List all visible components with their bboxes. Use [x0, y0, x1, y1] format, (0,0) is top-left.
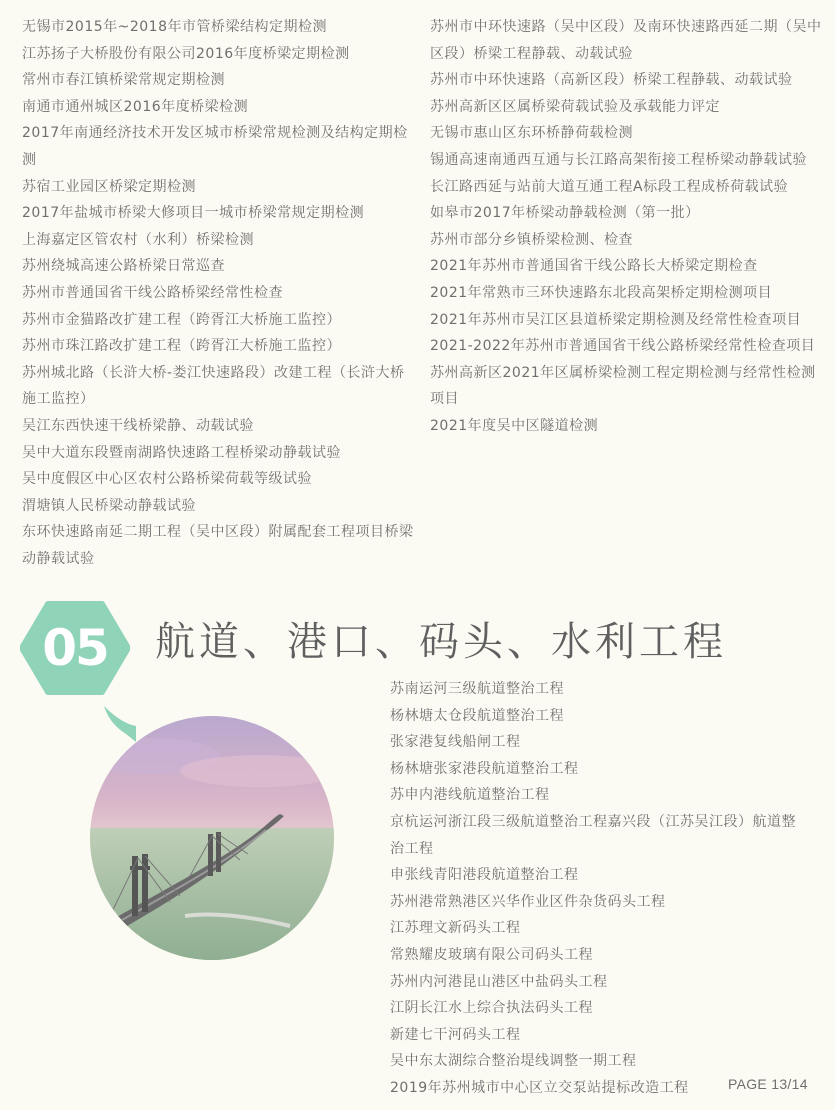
list-item: 2021年苏州市普通国省干线公路长大桥梁定期检查 [430, 258, 758, 275]
list-item: 渭塘镇人民桥梁动静载试验 [22, 497, 196, 514]
list-item: 苏州高新区区属桥梁荷载试验及承载能力评定 [430, 98, 720, 115]
list-item: 2021年度吴中区隧道检测 [430, 417, 599, 434]
list-item: 2021-2022年苏州市普通国省干线公路桥梁经常性检查项目 [430, 338, 816, 355]
list-item: 吴中东太湖综合整治堤线调整一期工程 [390, 1053, 637, 1070]
list-item: 无锡市2015年~2018年市管桥梁结构定期检测 [22, 19, 327, 35]
list-item: 苏申内港线航道整治工程 [390, 787, 550, 804]
list-item: 苏州市珠江路改扩建工程（跨胥江大桥施工监控） [22, 338, 341, 355]
list-item: 苏州市部分乡镇桥梁检测、检查 [430, 231, 633, 248]
left-project-list [22, 14, 414, 572]
list-item: 苏州市普通国省干线公路桥梁经常性检查 [22, 284, 283, 301]
list-item: 新建七干河码头工程 [390, 1026, 521, 1043]
list-item: 无锡市惠山区东环桥静荷载检测 [430, 125, 633, 142]
list-item: 2021年常熟市三环快速路东北段高架桥定期检测项目 [430, 284, 773, 301]
list-item: 江苏理文新码头工程 [390, 920, 521, 937]
list-item: 苏州市中环快速路（高新区段）桥梁工程静载、动载试验 [430, 72, 793, 89]
bridge-photo [90, 716, 334, 960]
list-item: 吴中度假区中心区农村公路桥梁荷载等级试验 [22, 471, 312, 488]
section-header [20, 598, 820, 678]
page-number: PAGE 13/14 [728, 1076, 808, 1092]
list-item: 苏宿工业园区桥梁定期检测 [22, 178, 196, 195]
section-number: 05 [42, 619, 108, 677]
section-title: 航道、港口、码头、水利工程 [155, 619, 727, 665]
speech-bubble-tail-icon [102, 704, 136, 744]
list-item: 苏南运河三级航道整治工程 [390, 681, 564, 697]
list-item: 2021年苏州市吴江区县道桥梁定期检测及经常性检查项目 [430, 311, 802, 328]
right-project-list [430, 14, 825, 440]
list-item: 如皋市2017年桥梁动静载检测（第一批） [430, 205, 700, 222]
list-item: 南通市通州城区2016年度桥梁检测 [22, 98, 249, 115]
list-item: 江苏扬子大桥股份有限公司2016年度桥梁定期检测 [22, 45, 350, 62]
list-item: 苏州内河港昆山港区中盐码头工程 [390, 973, 608, 990]
list-item: 苏州港常熟港区兴华作业区件杂货码头工程 [390, 893, 666, 910]
list-item: 张家港复线船闸工程 [390, 734, 521, 751]
list-item: 申张线青阳港段航道整治工程 [390, 867, 579, 884]
list-item: 苏州绕城高速公路桥梁日常巡查 [22, 258, 225, 275]
list-item: 杨林塘太仓段航道整治工程 [390, 707, 564, 724]
list-item: 吴中大道东段暨南湖路快速路工程桥梁动静载试验 [22, 444, 341, 461]
list-item: 吴江东西快速干线桥梁静、动载试验 [22, 417, 254, 434]
list-item: 苏州市中环快速路（吴中区段）及南环快速路西延二期（吴中区段）桥梁工程静载、动载试验 [430, 19, 822, 62]
list-item: 2017年南通经济技术开发区城市桥梁常规检测及结构定期检测 [22, 125, 408, 168]
list-item: 2019年苏州城市中心区立交泵站提标改造工程 [390, 1079, 689, 1096]
list-item: 京杭运河浙江段三级航道整治工程嘉兴段（江苏吴江段）航道整治工程 [390, 813, 796, 857]
list-item: 苏州市金猫路改扩建工程（跨胥江大桥施工监控） [22, 311, 341, 328]
list-item: 苏州城北路（长浒大桥-娄江快速路段）改建工程（长浒大桥施工监控） [22, 364, 405, 408]
list-item: 上海嘉定区管农村（水利）桥梁检测 [22, 231, 254, 248]
list-item: 常州市春江镇桥梁常规定期检测 [22, 72, 225, 89]
section-project-list [390, 676, 810, 1102]
list-item: 江阴长江水上综合执法码头工程 [390, 1000, 593, 1017]
list-item: 锡通高速南通西互通与长江路高架衔接工程桥梁动静载试验 [430, 151, 807, 168]
list-item: 东环快速路南延二期工程（吴中区段）附属配套工程项目桥梁动静载试验 [22, 524, 414, 567]
list-item: 2017年盐城市桥梁大修项目一城市桥梁常规定期检测 [22, 205, 365, 222]
list-item: 苏州高新区2021年区属桥梁检测工程定期检测与经常性检测项目 [430, 364, 816, 408]
hexagon-badge-icon [20, 600, 130, 696]
list-item: 长江路西延与站前大道互通工程A标段工程成桥荷载试验 [430, 178, 789, 195]
list-item: 杨林塘张家港段航道整治工程 [390, 760, 579, 777]
list-item: 常熟耀皮玻璃有限公司码头工程 [390, 946, 593, 963]
